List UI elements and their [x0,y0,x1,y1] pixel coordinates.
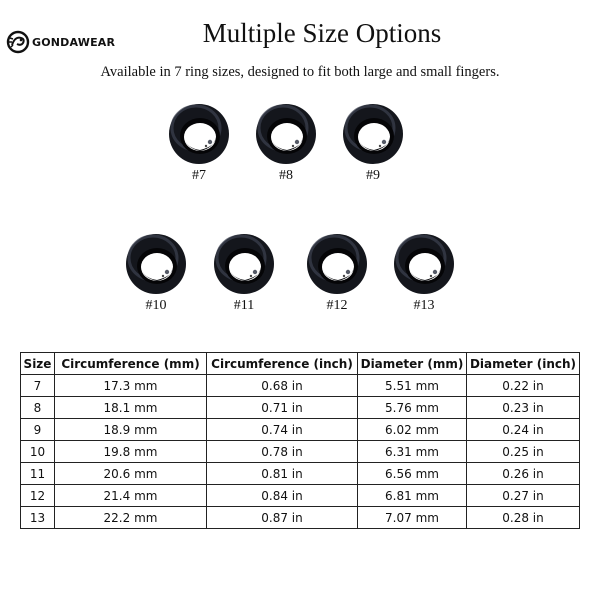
header-diameter-mm: Diameter (mm) [358,353,467,375]
cell-circumference-mm: 17.3 mm [55,375,207,397]
cell-diameter-inch: 0.28 in [467,507,580,529]
cell-size: 12 [21,485,55,507]
ring-size-label: #7 [192,168,206,183]
header-circumference-mm: Circumference (mm) [55,353,207,375]
table-row [21,441,580,463]
cell-circumference-mm: 22.2 mm [55,507,207,529]
ring-icon [166,100,232,166]
cell-size: 8 [21,397,55,419]
ring-size-label: #13 [413,298,435,313]
size-table [20,352,580,529]
ring-item [251,100,321,186]
cell-diameter-mm: 6.81 mm [358,485,467,507]
ring-item [164,100,234,186]
ring-item [302,230,372,316]
ring-item [389,230,459,316]
table-row [21,507,580,529]
cell-size: 9 [21,419,55,441]
header-size: Size [21,353,55,375]
table-row [21,485,580,507]
table-row [21,419,580,441]
page-subtitle: Available in 7 ring sizes, designed to fit both large and small fingers. [100,64,500,80]
cell-diameter-mm: 7.07 mm [358,507,467,529]
cell-circumference-inch: 0.84 in [207,485,358,507]
cell-diameter-mm: 6.56 mm [358,463,467,485]
cell-diameter-mm: 5.76 mm [358,397,467,419]
cell-circumference-inch: 0.74 in [207,419,358,441]
header-circumference-inch: Circumference (inch) [207,353,358,375]
cell-circumference-inch: 0.87 in [207,507,358,529]
ring-size-label: #8 [279,168,293,183]
ring-size-label: #11 [233,298,255,313]
ring-icon [340,100,406,166]
ring-size-label: #9 [366,168,380,183]
cell-circumference-mm: 18.9 mm [55,419,207,441]
ring-icon [123,230,189,296]
cell-diameter-inch: 0.23 in [467,397,580,419]
table-row [21,397,580,419]
brand-name: GONDAWEAR [32,35,116,49]
table-body [21,375,580,529]
header-diameter-inch: Diameter (inch) [467,353,580,375]
cell-circumference-mm: 18.1 mm [55,397,207,419]
ring-item [121,230,191,316]
cell-size: 7 [21,375,55,397]
page-title: Multiple Size Options [202,18,442,48]
cell-circumference-mm: 21.4 mm [55,485,207,507]
cell-diameter-inch: 0.27 in [467,485,580,507]
cell-diameter-mm: 5.51 mm [358,375,467,397]
cell-diameter-inch: 0.24 in [467,419,580,441]
cell-size: 13 [21,507,55,529]
cell-diameter-inch: 0.25 in [467,441,580,463]
cell-circumference-inch: 0.78 in [207,441,358,463]
ring-size-label: #10 [145,298,167,313]
cell-circumference-mm: 20.6 mm [55,463,207,485]
cell-circumference-mm: 19.8 mm [55,441,207,463]
cell-size: 11 [21,463,55,485]
cell-circumference-inch: 0.81 in [207,463,358,485]
ring-icon [304,230,370,296]
ring-icon [211,230,277,296]
ring-icon [253,100,319,166]
cell-size: 10 [21,441,55,463]
ring-item [338,100,408,186]
ring-size-label: #12 [326,298,348,313]
cell-diameter-mm: 6.31 mm [358,441,467,463]
cell-diameter-inch: 0.26 in [467,463,580,485]
ring-item [209,230,279,316]
table-row [21,463,580,485]
table-row [21,375,580,397]
ring-icon [391,230,457,296]
table-header-row [21,353,580,375]
cell-circumference-inch: 0.71 in [207,397,358,419]
cell-diameter-mm: 6.02 mm [358,419,467,441]
cell-diameter-inch: 0.22 in [467,375,580,397]
cell-circumference-inch: 0.68 in [207,375,358,397]
